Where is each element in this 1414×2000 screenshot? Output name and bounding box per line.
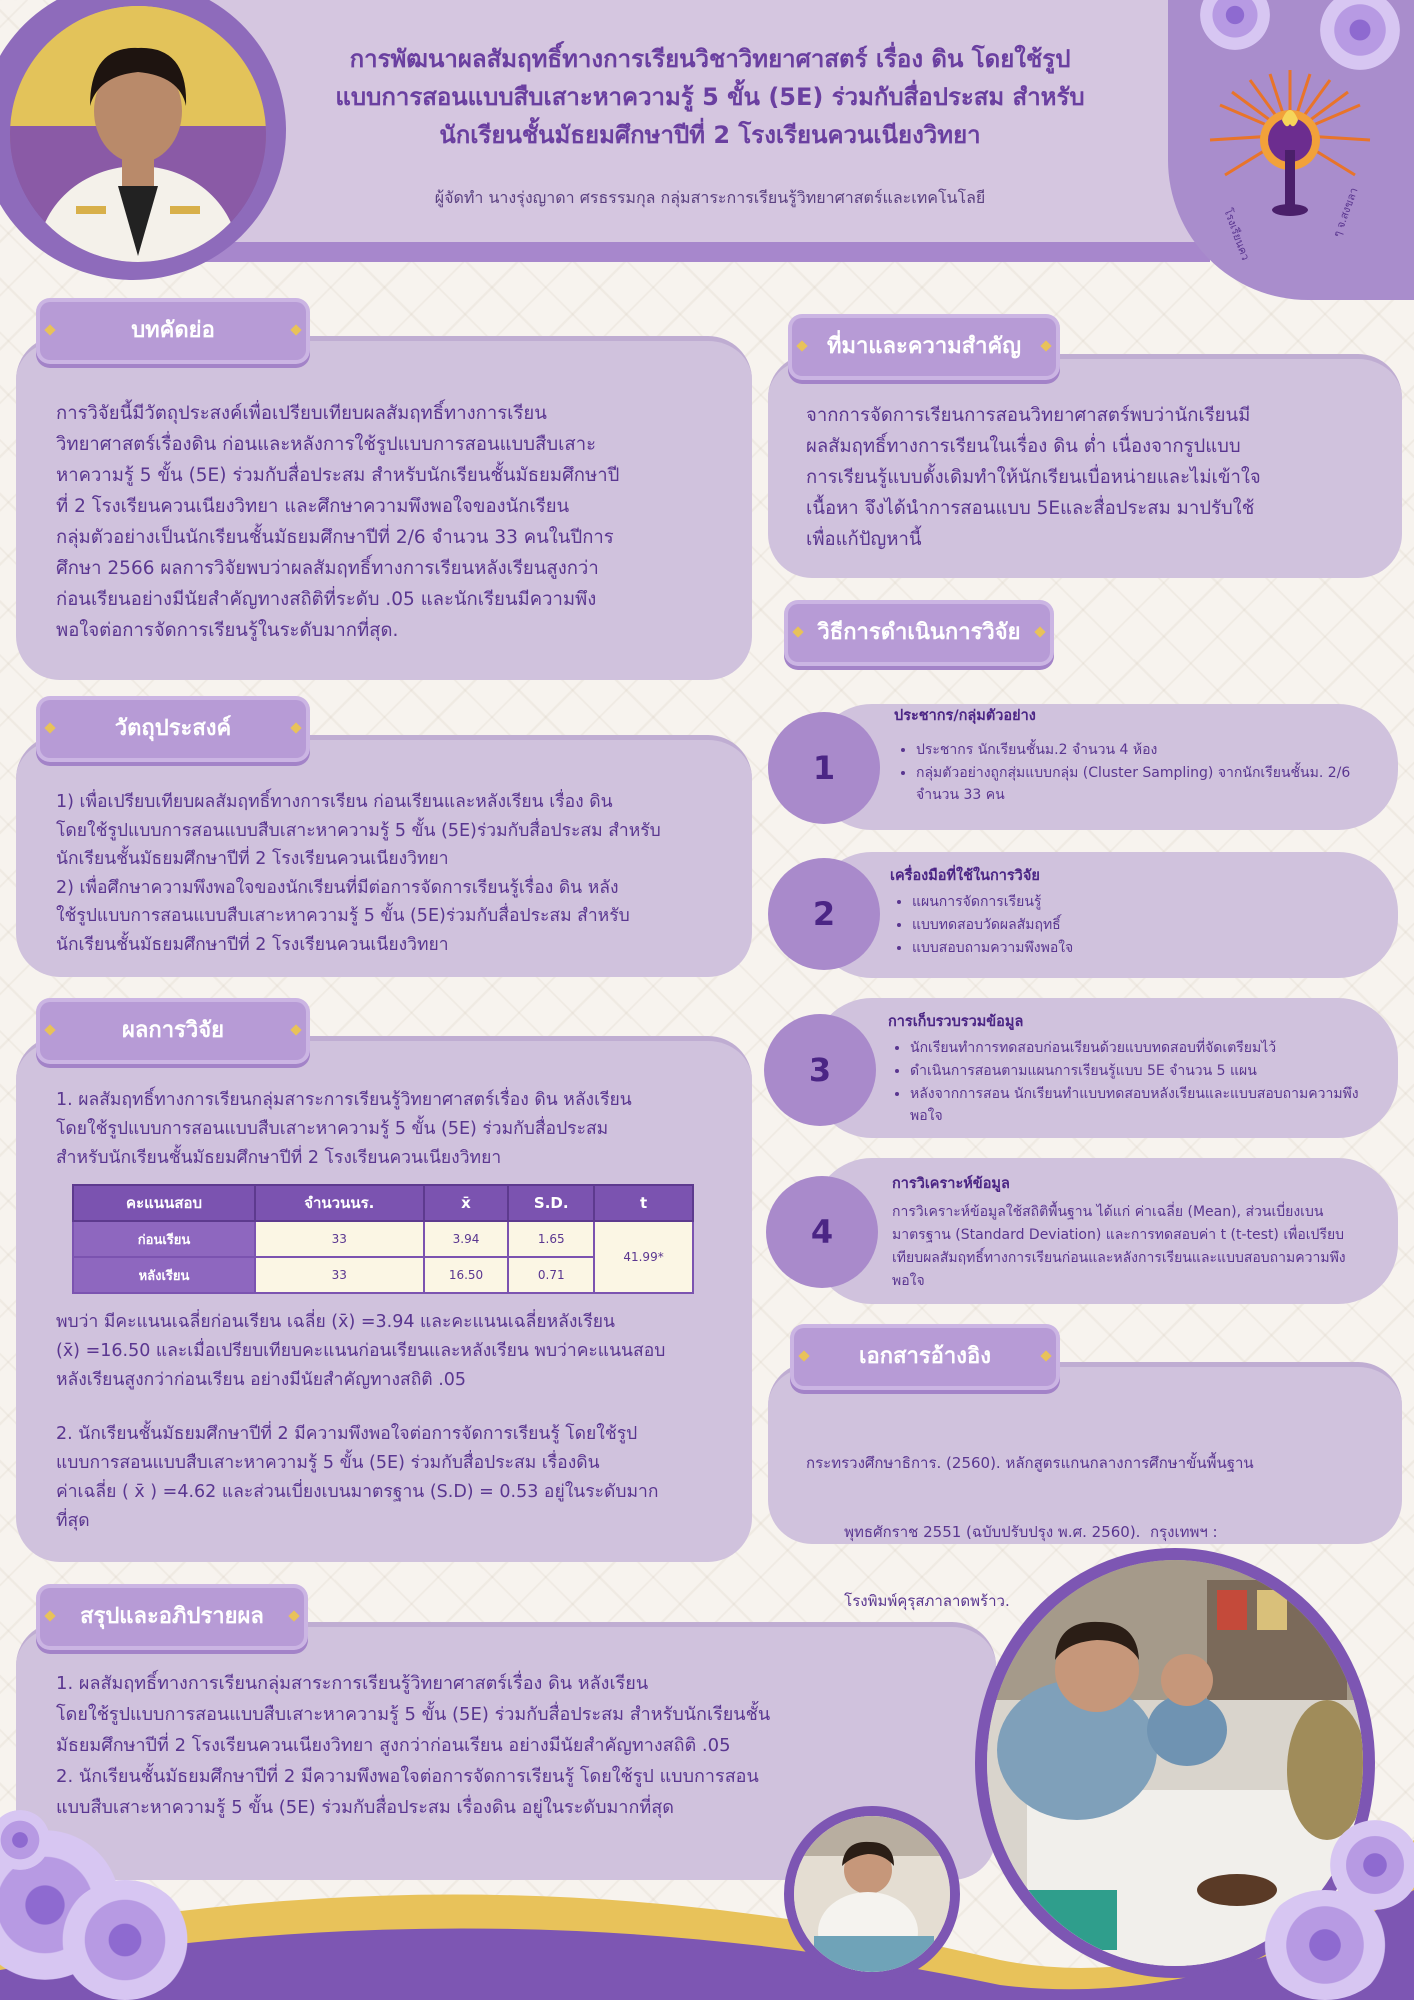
conclusion-text (56, 1668, 956, 1823)
text-line: 1) เพื่อเปรียบเทียบผลสัมฤทธิ์ทางการเรียน ก่อนเรียนและหลังเรียน เรื่อง ดิน (56, 792, 613, 812)
step-number-badge: 4 (766, 1176, 878, 1288)
step-title: เครื่องมือที่ใช้ในการวิจัย (890, 868, 1040, 884)
list-item: • ประชากร นักเรียนชั้นม.2 จำนวน 4 ห้อง (916, 739, 1384, 761)
text-line: 2) เพื่อศึกษาความพึงพอใจของนักเรียนที่มีต่อการจัดการเรียนรู้เรื่อง ดิน หลัง (56, 877, 619, 898)
text-line: ที่สุด (56, 1511, 90, 1531)
text-line: 1. ผลสัมฤทธิ์ทางการเรียนกลุ่มสาระการเรียนรู้วิทยาศาสตร์เรื่อง ดิน หลังเรียน (56, 1673, 649, 1694)
table-header-cell: t (594, 1185, 693, 1221)
list-item: • หลังจากการสอน นักเรียนทำแบบทดสอบหลังเรียนและแบบสอบถามความพึงพอใจ (910, 1083, 1388, 1127)
results-heading-text: ผลการวิจัย (122, 1018, 224, 1043)
flower-decoration-icon (60, 1880, 190, 2000)
student-working-photo-icon (794, 1816, 950, 1972)
text-line: มัธยมศึกษาปีที่ 2 โรงเรียนควนเนียงวิทยา สูงกว่าก่อนเรียน อย่างมีนัยสำคัญทางสถิติ .05 (56, 1735, 731, 1756)
abstract-text (56, 398, 736, 646)
text-line: ใช้รูปแบบการสอนแบบสืบเสาะหาความรู้ 5 ขั้น (5E)ร่วมกับสื่อประสม สำหรับ (56, 906, 630, 926)
objectives-heading-text: วัตถุประสงค์ (114, 716, 232, 741)
references-heading-text: เอกสารอ้างอิง (859, 1344, 991, 1369)
list-item: • ดำเนินการสอนตามแผนการเรียนรู้แบบ 5E จำนวน 5 แผน (910, 1060, 1388, 1082)
text-line: ศึกษา 2566 ผลการวิจัยพบว่าผลสัมฤทธิ์ทางการเรียนหลังเรียนสูงกว่า (56, 558, 599, 579)
text-line: สำหรับนักเรียนชั้นมัธยมศึกษาปีที่ 2 โรงเรียนควนเนียงวิทยา (56, 1148, 502, 1168)
list-item: • แบบสอบถามความพึงพอใจ (912, 937, 1380, 959)
step-number-badge: 3 (764, 1014, 876, 1126)
title-line: การพัฒนาผลสัมฤทธิ์ทางการเรียนวิชาวิทยาศาสตร์ เรื่อง ดิน โดยใช้รูป (349, 45, 1071, 73)
text-line: หาความรู้ 5 ขั้น (5E) ร่วมกับสื่อประสม สำหรับนักเรียนชั้นมัธยมศึกษาปี (56, 465, 620, 486)
reference-line: โรงพิมพ์คุรุสภาลาดพร้าว. (806, 1592, 1010, 1610)
person-portrait-icon (10, 6, 266, 262)
text-line: หลังเรียนสูงกว่าก่อนเรียน อย่างมีนัยสำคัญทางสถิติ .05 (56, 1370, 467, 1390)
flower-decoration-icon (1260, 1890, 1390, 2000)
results-table (72, 1184, 694, 1294)
results-summary (56, 1308, 746, 1395)
step-number-badge: 1 (768, 712, 880, 824)
step-paragraph: การวิเคราะห์ข้อมูลใช้สถิติพื้นฐาน ได้แก่ ค่าเฉลี่ย (Mean), ส่วนเบี่ยงเบนมาตรฐาน (Standard Deviation) และการทดสอบค่า t (t-test) เพื่อเปรียบเทียบผลสัมฤทธิ์ทางการเรียนก่อนและหลังการเรียนและแบบสอบถามความพึงพอใจ (892, 1204, 1346, 1289)
text-line: พอใจต่อการจัดการเรียนรู้ในระดับมากที่สุด. (56, 620, 399, 641)
text-line: แบบสืบเสาะหาความรู้ 5 ขั้น (5E) ร่วมกับสื่อประสม เรื่องดิน อยู่ในระดับมากที่สุด (56, 1797, 674, 1818)
step-list (888, 1037, 1388, 1127)
text-line: โดยใช้รูปแบบการสอนแบบสืบเสาะหาความรู้ 5 ขั้น (5E)ร่วมกับสื่อประสม สำหรับ (56, 820, 661, 841)
table-cell: 3.94 (424, 1221, 509, 1257)
step-list (890, 891, 1380, 959)
author-line: ผู้จัดทำ นางรุ่งญาดา ศรธรรมกุล กลุ่มสาระการเรียนรู้วิทยาศาสตร์และเทคโนโลยี (434, 188, 986, 207)
text-line: (x̄) =16.50 และเมื่อเปรียบเทียบคะแนนก่อนเรียนและหลังเรียน พบว่าคะแนนสอบ (56, 1341, 666, 1361)
step-content (890, 864, 1380, 960)
list-item: • แผนการจัดการเรียนรู้ (912, 891, 1380, 913)
text-line: ค่าเฉลี่ย ( x̄ ) =4.62 และส่วนเบี่ยงเบนมาตรฐาน (S.D) = 0.53 อยู่ในระดับมาก (56, 1482, 659, 1502)
table-header-cell: S.D. (508, 1185, 594, 1221)
table-row-label: หลังเรียน (73, 1257, 255, 1293)
table-header-cell: x̄ (424, 1185, 509, 1221)
text-line: ก่อนเรียนอย่างมีนัยสำคัญทางสถิติที่ระดับ .05 และนักเรียนมีความพึง (56, 589, 597, 610)
results-part2 (56, 1420, 746, 1536)
results-intro (56, 1086, 746, 1173)
text-line: โดยใช้รูปแบบการสอนแบบสืบเสาะหาความรู้ 5 ขั้น (5E) ร่วมกับสื่อประสม สำหรับนักเรียนชั้น (56, 1704, 771, 1725)
poster-title (270, 40, 1150, 154)
torch-emblem-icon (1190, 60, 1390, 260)
step-list (894, 739, 1384, 806)
background-heading-text: ที่มาและความสำคัญ (826, 334, 1021, 359)
table-header-cell: จำนวนนร. (255, 1185, 424, 1221)
table-header-cell: คะแนนสอบ (73, 1185, 255, 1221)
table-row-label: ก่อนเรียน (73, 1221, 255, 1257)
t-value-cell: 41.99* (594, 1221, 693, 1293)
text-line: เนื้อหา จึงได้นำการสอนแบบ 5Eและสื่อประสม มาปรับใช้ (806, 498, 1255, 519)
abstract-heading (40, 302, 306, 360)
logo-arc-text: โรงเรียนควน (1221, 206, 1255, 260)
abstract-heading-text: บทคัดย่อ (131, 318, 215, 343)
school-logo (1190, 60, 1390, 260)
text-line: นักเรียนชั้นมัธยมศึกษาปีที่ 2 โรงเรียนควนเนียงวิทยา (56, 849, 449, 869)
step-content (888, 1010, 1388, 1128)
logo-arc-text: ๆ จ.สงขลา (1330, 185, 1361, 240)
step-content (894, 704, 1384, 807)
method-heading (788, 604, 1050, 662)
text-line: พบว่า มีคะแนนเฉลี่ยก่อนเรียน เฉลี่ย (x̄) =3.94 และคะแนนเฉลี่ยหลังเรียน (56, 1312, 616, 1332)
student-photo (784, 1806, 960, 1982)
step-number-badge: 2 (768, 858, 880, 970)
step-title: การเก็บรวบรวมข้อมูล (888, 1014, 1024, 1030)
step-title: ประชากร/กลุ่มตัวอย่าง (894, 708, 1036, 724)
author-portrait (10, 6, 266, 262)
list-item: • แบบทดสอบวัดผลสัมฤทธิ์ (912, 914, 1380, 936)
text-line: วิทยาศาสตร์เรื่องดิน ก่อนและหลังการใช้รูปแบบการสอนแบบสืบเสาะ (56, 434, 597, 455)
text-line: เพื่อแก้ปัญหานี้ (806, 529, 922, 550)
table-row (73, 1221, 693, 1257)
title-line: นักเรียนชั้นมัธยมศึกษาปีที่ 2 โรงเรียนควนเนียงวิทยา (439, 121, 981, 149)
text-line: 1. ผลสัมฤทธิ์ทางการเรียนกลุ่มสาระการเรียนรู้วิทยาศาสตร์เรื่อง ดิน หลังเรียน (56, 1090, 632, 1110)
reference-line: พุทธศักราช 2551 (ฉบับปรับปรุง พ.ศ. 2560). กรุงเทพฯ : (806, 1523, 1218, 1541)
table-cell: 0.71 (508, 1257, 594, 1293)
text-line: การเรียนรู้แบบดั้งเดิมทำให้นักเรียนเบื่อหน่ายและไม่เข้าใจ (806, 467, 1261, 488)
table-cell: 1.65 (508, 1221, 594, 1257)
list-item: • กลุ่มตัวอย่างถูกสุ่มแบบกลุ่ม (Cluster Sampling) จากนักเรียนชั้นม. 2/6 จำนวน 33 คน (916, 762, 1384, 806)
list-item: • นักเรียนทำการทดสอบก่อนเรียนด้วยแบบทดสอบที่จัดเตรียมไว้ (910, 1037, 1388, 1059)
method-heading-text: วิธีการดำเนินการวิจัย (817, 620, 1021, 645)
table-header-row (73, 1185, 693, 1221)
text-line: นักเรียนชั้นมัธยมศึกษาปีที่ 2 โรงเรียนควนเนียงวิทยา (56, 934, 449, 955)
table-cell: 33 (255, 1221, 424, 1257)
text-line: ผลสัมฤทธิ์ทางการเรียนในเรื่อง ดิน ต่ำ เนื่องจากรูปแบบ (806, 436, 1241, 457)
text-line: กลุ่มตัวอย่างเป็นนักเรียนชั้นมัธยมศึกษาปีที่ 2/6 จำนวน 33 คนในปีการ (56, 527, 614, 548)
step-content (892, 1172, 1352, 1293)
table-cell: 33 (255, 1257, 424, 1293)
text-line: แบบการสอนแบบสืบเสาะหาความรู้ 5 ขั้น (5E) ร่วมกับสื่อประสม เรื่องดิน (56, 1453, 600, 1473)
text-line: ที่ 2 โรงเรียนควนเนียงวิทยา และศึกษาความพึงพอใจของนักเรียน (56, 496, 570, 517)
conclusion-heading-text: สรุปและอภิปรายผล (80, 1604, 264, 1629)
results-heading (40, 1002, 306, 1060)
references-heading (794, 1328, 1056, 1386)
text-line: โดยใช้รูปแบบการสอนแบบสืบเสาะหาความรู้ 5 ขั้น (5E) ร่วมกับสื่อประสม (56, 1119, 609, 1139)
background-heading (792, 318, 1056, 376)
text-line: การวิจัยนี้มีวัตถุประสงค์เพื่อเปรียบเทียบผลสัมฤทธิ์ทางการเรียน (56, 403, 547, 424)
objectives-text (56, 788, 746, 959)
step-title: การวิเคราะห์ข้อมูล (892, 1176, 1010, 1192)
text-line: 2. นักเรียนชั้นมัธยมศึกษาปีที่ 2 มีความพึงพอใจต่อการจัดการเรียนรู้ โดยใช้รูป (56, 1424, 638, 1444)
title-line: แบบการสอนแบบสืบเสาะหาความรู้ 5 ขั้น (5E) ร่วมกับสื่อประสม สำหรับ (335, 83, 1085, 111)
conclusion-heading (40, 1588, 304, 1646)
text-line: 2. นักเรียนชั้นมัธยมศึกษาปีที่ 2 มีความพึงพอใจต่อการจัดการเรียนรู้ โดยใช้รูป แบบการสอน (56, 1766, 759, 1787)
background-text (806, 400, 1396, 555)
reference-line: กระทรวงศึกษาธิการ. (2560). หลักสูตรแกนกลางการศึกษาขั้นพื้นฐาน (806, 1454, 1254, 1472)
text-line: จากการจัดการเรียนการสอนวิทยาศาสตร์พบว่านักเรียนมี (806, 405, 1251, 426)
table-cell: 16.50 (424, 1257, 509, 1293)
objectives-heading (40, 700, 306, 758)
